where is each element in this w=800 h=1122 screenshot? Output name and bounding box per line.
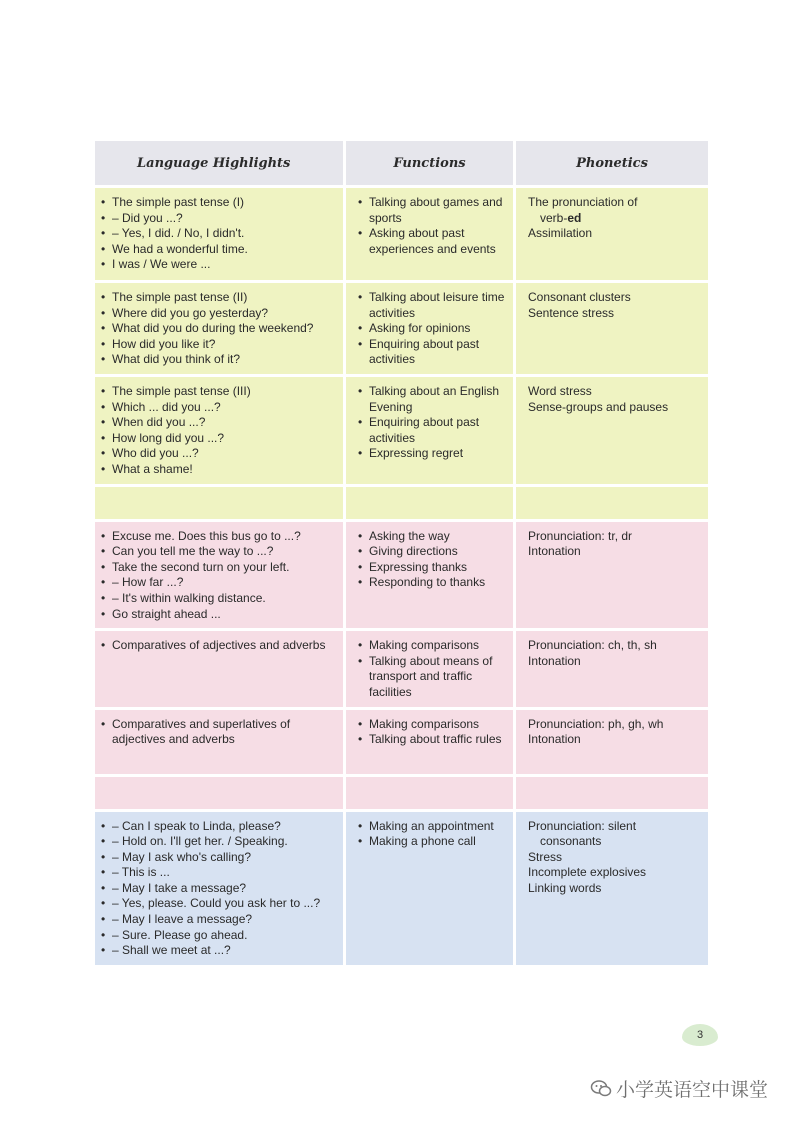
phonetics-text: Stress xyxy=(528,849,563,864)
list-item: • Giving directions xyxy=(358,544,509,560)
phonetics-text: Pronunciation: ph, gh, wh xyxy=(528,716,664,731)
phonetics-text: Word stress xyxy=(528,384,592,398)
list-item: • Talking about traffic rules xyxy=(358,732,509,748)
list-item: • – It's within walking distance. xyxy=(101,591,337,607)
list-item: • Where did you go yesterday? xyxy=(101,306,337,322)
list-item: • – Can I speak to Linda, please? xyxy=(101,819,337,835)
syllabus-table-wrapper xyxy=(92,138,708,968)
list-item: • – May I take a message? xyxy=(101,881,337,897)
list-item: • The simple past tense (I) xyxy=(101,195,337,211)
empty-cell xyxy=(515,485,710,520)
empty-cell xyxy=(94,485,345,520)
empty-cell xyxy=(345,485,515,520)
list-item: • Which ... did you ...? xyxy=(101,400,337,416)
phonetics-cell xyxy=(515,630,710,708)
list-item: • Excuse me. Does this bus go to ...? xyxy=(101,529,337,545)
list-item: • – This is ... xyxy=(101,865,337,881)
phonetics-text: The pronunciation of xyxy=(528,195,638,209)
list-item: • Making comparisons xyxy=(358,638,509,654)
phonetics-cell xyxy=(515,520,710,630)
list-item: • – Did you ...? xyxy=(101,211,337,227)
phonetics-cell xyxy=(515,282,710,376)
watermark-text: 小学英语空中课堂 xyxy=(616,1079,769,1101)
phonetics-text: Intonation xyxy=(528,544,581,559)
highlights-cell xyxy=(94,282,345,376)
list-item: • Comparatives and superlatives of adjectives and adverbs xyxy=(101,717,337,748)
list-item: • – May I ask who's calling? xyxy=(101,850,337,866)
empty-cell xyxy=(345,775,515,810)
list-item: • – How far ...? xyxy=(101,575,337,591)
functions-cell xyxy=(345,520,515,630)
list-item: • When did you ...? xyxy=(101,415,337,431)
highlights-cell xyxy=(94,810,345,966)
wechat-icon xyxy=(590,1079,612,1099)
spacer-row xyxy=(94,485,710,520)
table-row xyxy=(94,187,710,282)
functions-cell xyxy=(345,282,515,376)
list-item: • Enquiring about past activities xyxy=(358,415,509,446)
watermark xyxy=(590,1075,768,1102)
header-language-highlights: Language Highlights xyxy=(94,140,345,187)
phonetics-cell xyxy=(515,708,710,775)
highlights-cell xyxy=(94,708,345,775)
highlights-cell xyxy=(94,630,345,708)
phonetics-text: Intonation xyxy=(528,653,581,668)
table-row xyxy=(94,376,710,486)
list-item: • – Sure. Please go ahead. xyxy=(101,928,337,944)
list-item: • Talking about an English Evening xyxy=(358,384,509,415)
phonetics-cell xyxy=(515,810,710,966)
phonetics-text: Sense-groups and pauses xyxy=(528,399,669,414)
list-item: • Expressing thanks xyxy=(358,560,509,576)
list-item: • Making comparisons xyxy=(358,717,509,733)
list-item: • Enquiring about past activities xyxy=(358,337,509,368)
list-item: • I was / We were ... xyxy=(101,257,337,273)
functions-cell xyxy=(345,810,515,966)
highlights-cell xyxy=(94,187,345,282)
list-item: • Asking for opinions xyxy=(358,321,509,337)
phonetics-text: Pronunciation: tr, dr xyxy=(528,528,633,543)
phonetics-cell xyxy=(515,376,710,486)
list-item: • Go straight ahead ... xyxy=(101,607,337,623)
list-item: • Making an appointment xyxy=(358,819,509,835)
list-item: • – Yes, please. Could you ask her to ...? xyxy=(101,896,337,912)
list-item: • Making a phone call xyxy=(358,834,509,850)
phonetics-cell xyxy=(515,187,710,282)
header-functions: Functions xyxy=(345,140,515,187)
list-item: • Talking about means of transport and traffic facilities xyxy=(358,654,509,701)
list-item: • Responding to thanks xyxy=(358,575,509,591)
ed-suffix: ed xyxy=(567,210,582,225)
table-row xyxy=(94,520,710,630)
list-item: • – Hold on. I'll get her. / Speaking. xyxy=(101,834,337,850)
spacer-row xyxy=(94,775,710,810)
page-number: 3 xyxy=(682,1024,718,1046)
table-row xyxy=(94,630,710,708)
header-phonetics: Phonetics xyxy=(515,140,710,187)
phonetics-text: Pronunciation: ch, th, sh xyxy=(528,638,657,653)
phonetics-text: Sentence stress xyxy=(528,305,615,320)
table-header-row xyxy=(94,140,710,187)
list-item: • Who did you ...? xyxy=(101,446,337,462)
phonetics-text: Assimilation xyxy=(528,226,593,241)
list-item: • – May I leave a message? xyxy=(101,912,337,928)
list-item: • Can you tell me the way to ...? xyxy=(101,544,337,560)
list-item: • Asking about past experiences and events xyxy=(358,226,509,257)
list-item: • – Shall we meet at ...? xyxy=(101,943,337,959)
list-item: • What did you do during the weekend? xyxy=(101,321,337,337)
list-item: • What did you think of it? xyxy=(101,352,337,368)
list-item: • – Yes, I did. / No, I didn't. xyxy=(101,226,337,242)
list-item: • How long did you ...? xyxy=(101,431,337,447)
phonetics-text: Intonation xyxy=(528,732,581,747)
list-item: • Expressing regret xyxy=(358,446,509,462)
list-item: • Asking the way xyxy=(358,529,509,545)
phonetics-text: consonants xyxy=(540,834,602,849)
empty-cell xyxy=(515,775,710,810)
list-item: • How did you like it? xyxy=(101,337,337,353)
table-row xyxy=(94,810,710,966)
phonetics-text: Pronunciation: silent xyxy=(528,818,637,833)
highlights-cell xyxy=(94,376,345,486)
syllabus-table xyxy=(92,138,711,968)
functions-cell xyxy=(345,708,515,775)
list-item: • The simple past tense (III) xyxy=(101,384,337,400)
highlights-cell xyxy=(94,520,345,630)
phonetics-text: Incomplete explosives xyxy=(528,865,647,880)
list-item: • We had a wonderful time. xyxy=(101,242,337,258)
list-item: • What a shame! xyxy=(101,462,337,478)
table-row xyxy=(94,282,710,376)
functions-cell xyxy=(345,630,515,708)
phonetics-text: Linking words xyxy=(528,880,602,895)
functions-cell xyxy=(345,376,515,486)
list-item: • Comparatives of adjectives and adverbs xyxy=(101,638,337,654)
list-item: • The simple past tense (II) xyxy=(101,290,337,306)
list-item: • Talking about games and sports xyxy=(358,195,509,226)
functions-cell xyxy=(345,187,515,282)
list-item: • Take the second turn on your left. xyxy=(101,560,337,576)
phonetics-text: Consonant clusters xyxy=(528,290,631,304)
table-row xyxy=(94,708,710,775)
empty-cell xyxy=(94,775,345,810)
list-item: • Talking about leisure time activities xyxy=(358,290,509,321)
phonetics-text: verb-ed xyxy=(540,210,582,225)
